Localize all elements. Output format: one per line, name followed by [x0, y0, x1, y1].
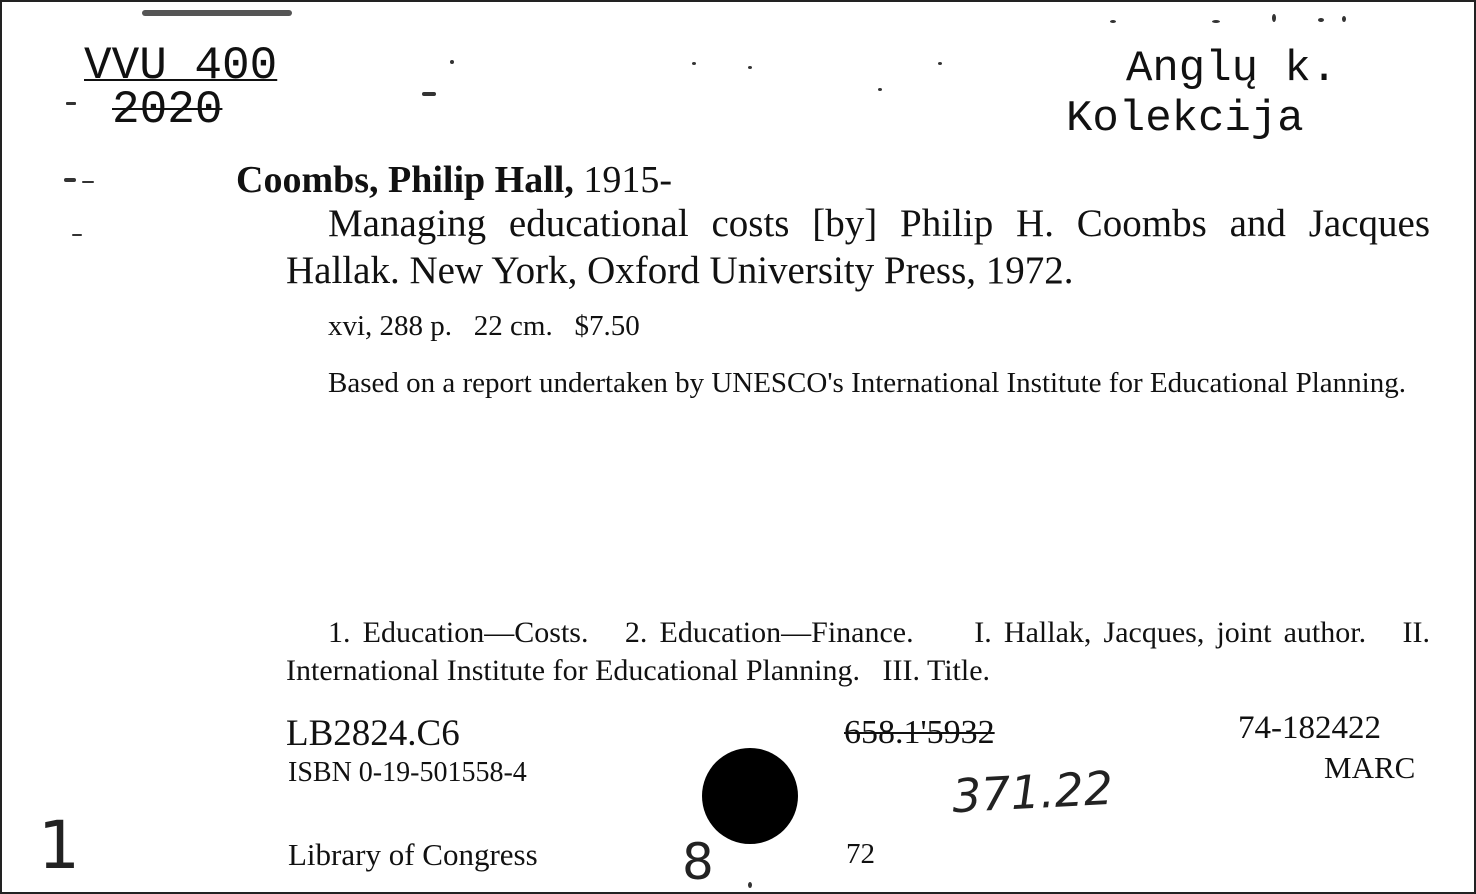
- print-year: 72: [846, 838, 875, 870]
- call-number-stamp-line1: VVU 400: [84, 40, 278, 92]
- scan-speck: [692, 62, 696, 65]
- card-punch-hole: [702, 748, 798, 844]
- scan-speck: [938, 62, 942, 65]
- scan-speck: [1110, 20, 1116, 23]
- lc-class-number: LB2824.C6: [286, 713, 460, 754]
- dewey-number-struck: 658.1'5932: [844, 714, 995, 751]
- title-paragraph: Managing educational costs [by] Philip H. Coombs and Jacques Hallak. New York, Oxford University Press, 1972.: [286, 202, 1430, 292]
- library-of-congress: Library of Congress: [288, 837, 538, 872]
- main-entry-dates: 1915-: [583, 159, 672, 201]
- collation: xvi, 288 p. 22 cm. $7.50: [328, 310, 640, 342]
- scan-speck: [64, 178, 76, 182]
- scan-speck: [878, 88, 882, 91]
- scan-speck: [748, 882, 752, 888]
- collection-stamp-line1: Anglų k.: [1126, 44, 1338, 94]
- note: Based on a report undertaken by UNESCO's International Institute for Educational Planning.: [328, 367, 1406, 399]
- isbn: ISBN 0-19-501558-4: [288, 757, 527, 788]
- lccn: 74-182422: [1238, 710, 1381, 746]
- scan-speck: [1318, 18, 1324, 22]
- scan-speck: [748, 66, 752, 69]
- handwritten-digit: 8: [682, 833, 714, 891]
- scan-speck: [1342, 16, 1346, 22]
- scan-speck: [450, 60, 454, 64]
- main-entry-author: Coombs, Philip Hall,: [236, 159, 574, 201]
- marc-label: MARC: [1324, 750, 1416, 785]
- handwritten-dewey-number: 371.22: [950, 760, 1115, 824]
- tracings: 1. Education—Costs. 2. Education—Finance. I. Hallak, Jacques, joint author. II. International Institute for Educational Planning. III. Title.: [286, 616, 1438, 687]
- scan-speck: [422, 92, 436, 96]
- handwritten-margin-mark: 1: [38, 807, 80, 884]
- call-number-stamp-line2: 2020: [112, 84, 223, 136]
- scan-speck: [82, 181, 94, 183]
- scan-speck: [72, 234, 82, 236]
- main-entry: [236, 158, 672, 202]
- scan-speck: [66, 102, 76, 105]
- scan-speck: [1212, 20, 1220, 23]
- scan-speck: [1272, 14, 1276, 22]
- collection-stamp-line2: Kolekcija: [1066, 94, 1304, 144]
- scan-speck: [142, 10, 292, 16]
